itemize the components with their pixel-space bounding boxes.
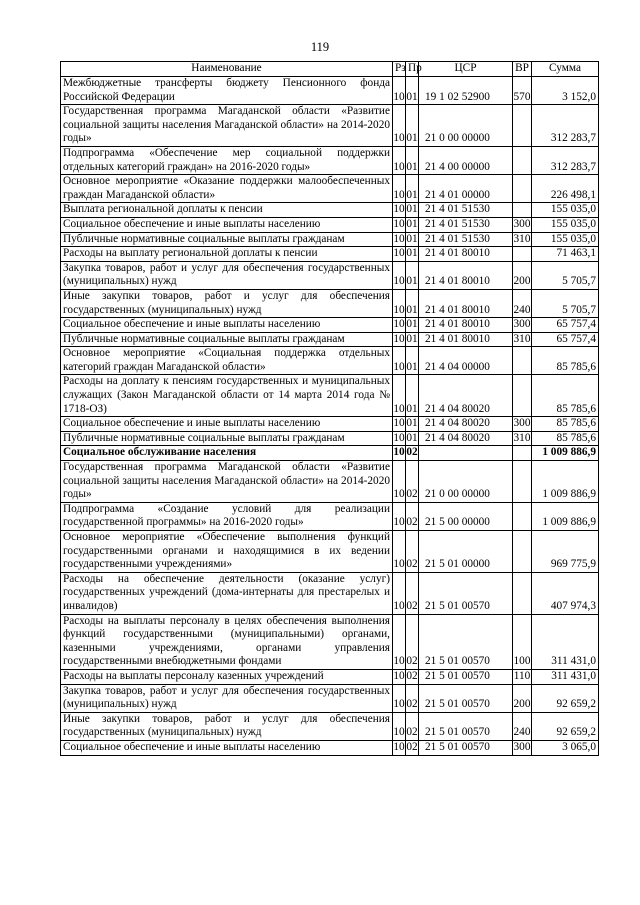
table-row <box>61 261 599 289</box>
cell-name: Расходы на выплату региональной доплаты к пенсии <box>61 247 393 262</box>
cell-name: Основное мероприятие «Оказание поддержки малообеспеченных граждан Магаданской области» <box>61 175 393 203</box>
table-row <box>61 712 599 740</box>
cell-csr: 21 4 04 80020 <box>419 431 513 446</box>
cell-name: Социальное обеспечение и иные выплаты населению <box>61 740 393 755</box>
cell-vr <box>513 531 532 573</box>
cell-name: Социальное обслуживание населения <box>61 446 393 461</box>
cell-csr <box>419 446 513 461</box>
cell-vr: 300 <box>513 740 532 755</box>
cell-pr: 01 <box>406 318 419 333</box>
cell-pr: 02 <box>406 740 419 755</box>
budget-table <box>60 61 599 756</box>
cell-pr: 01 <box>406 105 419 147</box>
cell-pr: 01 <box>406 175 419 203</box>
cell-pr: 02 <box>406 669 419 684</box>
cell-sum: 312 283,7 <box>532 146 599 174</box>
cell-rz: 10 <box>393 684 406 712</box>
cell-csr: 21 4 01 51530 <box>419 217 513 232</box>
cell-csr: 21 4 01 00000 <box>419 175 513 203</box>
cell-vr: 310 <box>513 232 532 247</box>
cell-name: Иные закупки товаров, работ и услуг для обеспечения государственных (муниципальных) нужд <box>61 289 393 317</box>
cell-rz: 10 <box>393 318 406 333</box>
cell-rz: 10 <box>393 375 406 417</box>
table-row <box>61 669 599 684</box>
cell-sum: 1 009 886,9 <box>532 461 599 503</box>
cell-csr: 21 4 01 80010 <box>419 261 513 289</box>
cell-sum: 5 705,7 <box>532 289 599 317</box>
cell-rz: 10 <box>393 175 406 203</box>
cell-csr: 21 5 01 00570 <box>419 712 513 740</box>
cell-pr: 01 <box>406 232 419 247</box>
table-row <box>61 77 599 105</box>
cell-sum: 311 431,0 <box>532 614 599 669</box>
table-row <box>61 614 599 669</box>
cell-vr: 570 <box>513 77 532 105</box>
cell-csr: 21 0 00 00000 <box>419 461 513 503</box>
cell-name: Выплата региональной доплаты к пенсии <box>61 203 393 218</box>
cell-rz: 10 <box>393 105 406 147</box>
cell-name: Социальное обеспечение и иные выплаты населению <box>61 318 393 333</box>
cell-sum: 1 009 886,9 <box>532 446 599 461</box>
cell-vr <box>513 572 532 614</box>
cell-name: Подпрограмма «Обеспечение мер социальной поддержки отдельных категорий граждан» на 2016-2020 годы» <box>61 146 393 174</box>
cell-csr: 21 4 01 51530 <box>419 232 513 247</box>
cell-sum: 312 283,7 <box>532 105 599 147</box>
table-row <box>61 461 599 503</box>
cell-rz: 10 <box>393 669 406 684</box>
table-row <box>61 105 599 147</box>
cell-sum: 5 705,7 <box>532 261 599 289</box>
cell-csr: 21 4 01 80010 <box>419 318 513 333</box>
cell-vr: 310 <box>513 332 532 347</box>
cell-vr <box>513 146 532 174</box>
cell-vr: 110 <box>513 669 532 684</box>
cell-csr: 21 5 01 00570 <box>419 684 513 712</box>
cell-name: Расходы на доплату к пенсиям государственных и муниципальных служащих (Закон Магаданской области от 14 марта 2014 года № 1718-ОЗ) <box>61 375 393 417</box>
table-row <box>61 203 599 218</box>
cell-name: Иные закупки товаров, работ и услуг для обеспечения государственных (муниципальных) нужд <box>61 712 393 740</box>
cell-name: Публичные нормативные социальные выплаты гражданам <box>61 332 393 347</box>
cell-sum: 3 152,0 <box>532 77 599 105</box>
cell-vr <box>513 375 532 417</box>
cell-csr: 21 5 01 00570 <box>419 614 513 669</box>
cell-pr: 01 <box>406 431 419 446</box>
cell-sum: 85 785,6 <box>532 417 599 432</box>
cell-name: Закупка товаров, работ и услуг для обеспечения государственных (муниципальных) нужд <box>61 684 393 712</box>
cell-rz: 10 <box>393 146 406 174</box>
table-header-row <box>61 62 599 77</box>
cell-rz: 10 <box>393 572 406 614</box>
cell-vr: 200 <box>513 684 532 712</box>
cell-pr: 01 <box>406 375 419 417</box>
table-row <box>61 175 599 203</box>
cell-pr: 01 <box>406 203 419 218</box>
cell-name: Государственная программа Магаданской области «Развитие социальной защиты населения Магаданской области» на 2014-2020 годы» <box>61 461 393 503</box>
cell-sum: 85 785,6 <box>532 431 599 446</box>
header-sum: Сумма <box>532 62 599 77</box>
cell-csr: 21 4 04 80020 <box>419 375 513 417</box>
cell-rz: 10 <box>393 261 406 289</box>
table-row <box>61 217 599 232</box>
header-csr: ЦСР <box>419 62 513 77</box>
header-name: Наименование <box>61 62 393 77</box>
cell-rz: 10 <box>393 217 406 232</box>
cell-name: Основное мероприятие «Социальная поддержка отдельных категорий граждан Магаданской области» <box>61 347 393 375</box>
table-row <box>61 531 599 573</box>
cell-sum: 155 035,0 <box>532 203 599 218</box>
cell-sum: 65 757,4 <box>532 332 599 347</box>
cell-vr <box>513 502 532 530</box>
cell-name: Государственная программа Магаданской области «Развитие социальной защиты населения Магаданской области» на 2014-2020 годы» <box>61 105 393 147</box>
cell-name: Публичные нормативные социальные выплаты гражданам <box>61 431 393 446</box>
table-row <box>61 347 599 375</box>
cell-csr: 21 4 00 00000 <box>419 146 513 174</box>
table-row <box>61 318 599 333</box>
cell-pr: 02 <box>406 572 419 614</box>
cell-sum: 969 775,9 <box>532 531 599 573</box>
cell-pr: 01 <box>406 417 419 432</box>
cell-vr <box>513 105 532 147</box>
table-row <box>61 684 599 712</box>
cell-name: Подпрограмма «Создание условий для реализации государственной программы» на 2016-2020 годы» <box>61 502 393 530</box>
cell-pr: 02 <box>406 461 419 503</box>
cell-rz: 10 <box>393 502 406 530</box>
table-body <box>61 77 599 756</box>
cell-pr: 02 <box>406 531 419 573</box>
cell-rz: 10 <box>393 289 406 317</box>
cell-rz: 10 <box>393 203 406 218</box>
cell-name: Социальное обеспечение и иные выплаты населению <box>61 417 393 432</box>
cell-name: Межбюджетные трансферты бюджету Пенсионного фонда Российской Федерации <box>61 77 393 105</box>
cell-pr: 01 <box>406 347 419 375</box>
cell-sum: 85 785,6 <box>532 347 599 375</box>
cell-vr <box>513 203 532 218</box>
cell-rz: 10 <box>393 247 406 262</box>
cell-pr: 01 <box>406 247 419 262</box>
cell-sum: 92 659,2 <box>532 684 599 712</box>
cell-csr: 21 5 01 00570 <box>419 669 513 684</box>
table-row <box>61 572 599 614</box>
header-rz: Рз <box>393 62 406 77</box>
cell-csr: 21 5 01 00000 <box>419 531 513 573</box>
cell-csr: 21 5 01 00570 <box>419 740 513 755</box>
cell-vr: 240 <box>513 289 532 317</box>
cell-name: Публичные нормативные социальные выплаты гражданам <box>61 232 393 247</box>
cell-sum: 311 431,0 <box>532 669 599 684</box>
table-row <box>61 375 599 417</box>
table-row <box>61 417 599 432</box>
cell-pr: 01 <box>406 77 419 105</box>
table-row <box>61 146 599 174</box>
cell-sum: 155 035,0 <box>532 217 599 232</box>
table-row <box>61 332 599 347</box>
cell-pr: 02 <box>406 502 419 530</box>
cell-vr <box>513 446 532 461</box>
cell-rz: 10 <box>393 232 406 247</box>
cell-vr: 200 <box>513 261 532 289</box>
cell-pr: 01 <box>406 217 419 232</box>
header-vr: ВР <box>513 62 532 77</box>
cell-sum: 71 463,1 <box>532 247 599 262</box>
cell-csr: 21 0 00 00000 <box>419 105 513 147</box>
cell-csr: 21 5 00 00000 <box>419 502 513 530</box>
cell-name: Расходы на выплаты персоналу в целях обеспечения выполнения функций государственными (муниципальными) органами, казенными учреждениями, органами управления государственными внебюджетными фондами <box>61 614 393 669</box>
cell-sum: 85 785,6 <box>532 375 599 417</box>
cell-name: Расходы на обеспечение деятельности (оказание услуг) государственных учреждений (дома-интернаты для престарелых и инвалидов) <box>61 572 393 614</box>
table-row <box>61 740 599 755</box>
cell-csr: 21 4 04 00000 <box>419 347 513 375</box>
cell-rz: 10 <box>393 446 406 461</box>
table-row <box>61 232 599 247</box>
cell-pr: 02 <box>406 446 419 461</box>
cell-csr: 21 4 01 80010 <box>419 247 513 262</box>
cell-name: Основное мероприятие «Обеспечение выполнения функций государственными органами и находящимися в их ведении государственными учреждениями» <box>61 531 393 573</box>
cell-vr <box>513 347 532 375</box>
cell-vr: 300 <box>513 417 532 432</box>
cell-rz: 10 <box>393 347 406 375</box>
cell-rz: 10 <box>393 740 406 755</box>
cell-csr: 19 1 02 52900 <box>419 77 513 105</box>
cell-pr: 02 <box>406 684 419 712</box>
cell-sum: 65 757,4 <box>532 318 599 333</box>
cell-vr: 300 <box>513 318 532 333</box>
cell-rz: 10 <box>393 712 406 740</box>
table-row <box>61 502 599 530</box>
cell-vr <box>513 247 532 262</box>
cell-csr: 21 5 01 00570 <box>419 572 513 614</box>
cell-csr: 21 4 01 80010 <box>419 289 513 317</box>
cell-pr: 02 <box>406 712 419 740</box>
header-pr: Пр <box>406 62 419 77</box>
cell-sum: 155 035,0 <box>532 232 599 247</box>
cell-rz: 10 <box>393 461 406 503</box>
cell-sum: 92 659,2 <box>532 712 599 740</box>
cell-pr: 01 <box>406 332 419 347</box>
cell-pr: 01 <box>406 261 419 289</box>
cell-rz: 10 <box>393 531 406 573</box>
cell-rz: 10 <box>393 77 406 105</box>
cell-vr <box>513 175 532 203</box>
page-number: 119 <box>310 40 330 54</box>
table-row <box>61 431 599 446</box>
cell-rz: 10 <box>393 614 406 669</box>
cell-vr: 100 <box>513 614 532 669</box>
table-row <box>61 247 599 262</box>
cell-vr: 300 <box>513 217 532 232</box>
cell-vr: 240 <box>513 712 532 740</box>
cell-csr: 21 4 01 80010 <box>419 332 513 347</box>
cell-name: Закупка товаров, работ и услуг для обеспечения государственных (муниципальных) нужд <box>61 261 393 289</box>
cell-sum: 407 974,3 <box>532 572 599 614</box>
cell-name: Социальное обеспечение и иные выплаты населению <box>61 217 393 232</box>
cell-pr: 01 <box>406 289 419 317</box>
cell-pr: 01 <box>406 146 419 174</box>
cell-csr: 21 4 01 51530 <box>419 203 513 218</box>
cell-rz: 10 <box>393 332 406 347</box>
cell-rz: 10 <box>393 417 406 432</box>
cell-sum: 226 498,1 <box>532 175 599 203</box>
cell-vr <box>513 461 532 503</box>
cell-csr: 21 4 04 80020 <box>419 417 513 432</box>
cell-vr: 310 <box>513 431 532 446</box>
cell-name: Расходы на выплаты персоналу казенных учреждений <box>61 669 393 684</box>
cell-pr: 02 <box>406 614 419 669</box>
table-row <box>61 446 599 461</box>
cell-sum: 1 009 886,9 <box>532 502 599 530</box>
cell-sum: 3 065,0 <box>532 740 599 755</box>
cell-rz: 10 <box>393 431 406 446</box>
table-row <box>61 289 599 317</box>
